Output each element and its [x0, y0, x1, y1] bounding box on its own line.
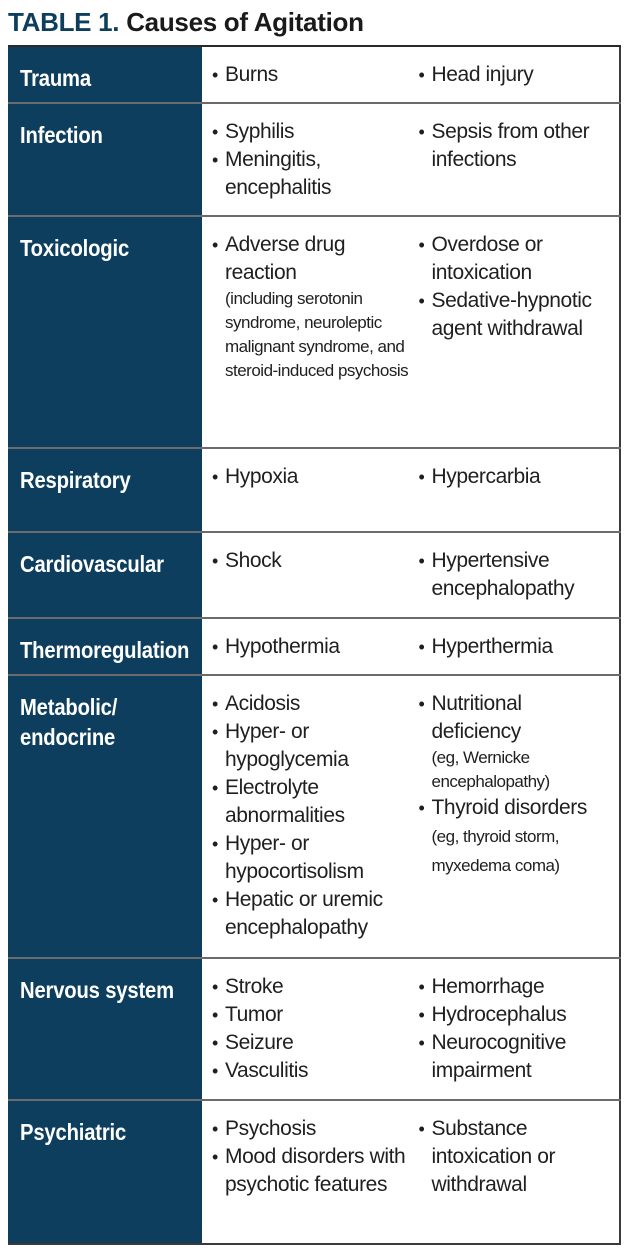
cause-text: Hypercarbia [431, 465, 541, 488]
row-category: Toxicologic [8, 217, 202, 447]
cause-text: Acidosis [225, 692, 300, 715]
causes-column-right [413, 619, 622, 674]
cause-text: Neurocognitive impairment [431, 1031, 566, 1082]
cause-text: Hyper- or hypoglycemia [225, 720, 349, 771]
table-row [8, 1101, 621, 1245]
row-category: Cardiovascular [8, 533, 202, 617]
cause-text: Thyroid disorders [431, 796, 587, 819]
cause-note: (including serotonin syndrome, neuroleptic malignant syndrome, and steroid-induced psychosis [225, 289, 409, 380]
causes-column-left [202, 47, 413, 102]
cause-text: Stroke [225, 975, 284, 998]
cause-item [212, 146, 409, 202]
causes-column-left [202, 676, 413, 957]
cause-text: Overdose or intoxication [431, 233, 543, 284]
cause-item [419, 794, 616, 880]
cause-text: Tumor [225, 1003, 283, 1026]
cause-text: Hepatic or uremic encephalopathy [225, 888, 383, 939]
cause-item [419, 1115, 616, 1199]
row-category: Trauma [8, 47, 202, 102]
causes-column-right [413, 104, 622, 215]
cause-text: Hyper- or hypocortisolism [225, 832, 364, 883]
causes-column-right [413, 449, 622, 531]
table-row [8, 676, 621, 959]
cause-item [419, 118, 616, 174]
cause-text: Hypertensive encephalopathy [431, 549, 575, 600]
cause-item [419, 690, 616, 794]
table-row [8, 217, 621, 449]
cause-item [212, 61, 409, 89]
cause-item [212, 231, 409, 383]
causes-column-left [202, 533, 413, 617]
cause-item [419, 61, 616, 89]
cause-text: Sepsis from other infections [431, 120, 590, 171]
cause-text: Shock [225, 549, 282, 572]
cause-item [212, 718, 409, 774]
table-row [8, 104, 621, 217]
row-category: Metabolic/ endocrine [8, 676, 202, 957]
cause-text: Hypothermia [225, 635, 340, 658]
cause-text: Hyperthermia [431, 635, 553, 658]
cause-note: (eg, Wernicke encephalopathy) [431, 748, 550, 791]
cause-text: Hemorrhage [431, 975, 545, 998]
cause-text: Adverse drug reaction [225, 233, 346, 284]
causes-column-left [202, 619, 413, 674]
cause-text: Seizure [225, 1031, 294, 1054]
causes-column-left [202, 449, 413, 531]
cause-text: Substance intoxication or withdrawal [431, 1117, 556, 1196]
row-category: Psychiatric [8, 1101, 202, 1243]
cause-item [212, 1001, 409, 1029]
table-title-text: Causes of Agitation [126, 7, 364, 37]
cause-item [212, 830, 409, 886]
cause-item [419, 547, 616, 603]
cause-item [212, 973, 409, 1001]
cause-text: Psychosis [225, 1117, 316, 1140]
cause-item [212, 547, 409, 575]
table-row [8, 533, 621, 619]
cause-text: Burns [225, 63, 278, 86]
causes-column-right [413, 533, 622, 617]
cause-item [212, 886, 409, 942]
cause-item [419, 1029, 616, 1085]
causes-column-right [413, 217, 622, 447]
causes-column-right [413, 47, 622, 102]
cause-text: Meningitis, encephalitis [225, 148, 332, 199]
cause-text: Hypoxia [225, 465, 299, 488]
cause-text: Syphilis [225, 120, 295, 143]
cause-item [419, 231, 616, 287]
table-number: TABLE 1. [8, 7, 120, 37]
cause-note: (eg, thyroid storm, myxedema coma) [431, 827, 560, 875]
causes-column-right [413, 676, 622, 957]
row-category: Respiratory [8, 449, 202, 531]
cause-text: Hydrocephalus [431, 1003, 567, 1026]
cause-text: Vasculitis [225, 1059, 309, 1082]
cause-item [419, 1001, 616, 1029]
causes-column-left [202, 217, 413, 447]
table-row [8, 449, 621, 533]
cause-item [212, 1115, 409, 1143]
cause-item [212, 774, 409, 830]
table-row [8, 47, 621, 104]
table-row [8, 959, 621, 1101]
cause-item [212, 118, 409, 146]
table-row [8, 619, 621, 676]
causes-column-left [202, 104, 413, 215]
causes-column-left [202, 959, 413, 1099]
cause-item [212, 463, 409, 491]
cause-text: Electrolyte abnormalities [225, 776, 345, 827]
cause-item [419, 973, 616, 1001]
cause-item [212, 690, 409, 718]
cause-item [212, 633, 409, 661]
cause-item [419, 463, 616, 491]
cause-text: Nutritional deficiency [431, 692, 522, 743]
row-category: Thermoregulation [8, 619, 202, 674]
causes-column-left [202, 1101, 413, 1243]
row-category: Infection [8, 104, 202, 215]
causes-table [8, 47, 621, 1245]
cause-text: Head injury [431, 63, 534, 86]
cause-item [212, 1143, 409, 1199]
causes-column-right [413, 959, 622, 1099]
causes-column-right [413, 1101, 622, 1243]
table-title [8, 4, 364, 40]
cause-item [419, 287, 616, 343]
cause-item [212, 1057, 409, 1085]
row-category: Nervous system [8, 959, 202, 1099]
cause-item [212, 1029, 409, 1057]
cause-text: Sedative-hypnotic agent withdrawal [431, 289, 592, 340]
cause-item [419, 633, 616, 661]
cause-text: Mood disorders with psychotic features [225, 1145, 406, 1196]
